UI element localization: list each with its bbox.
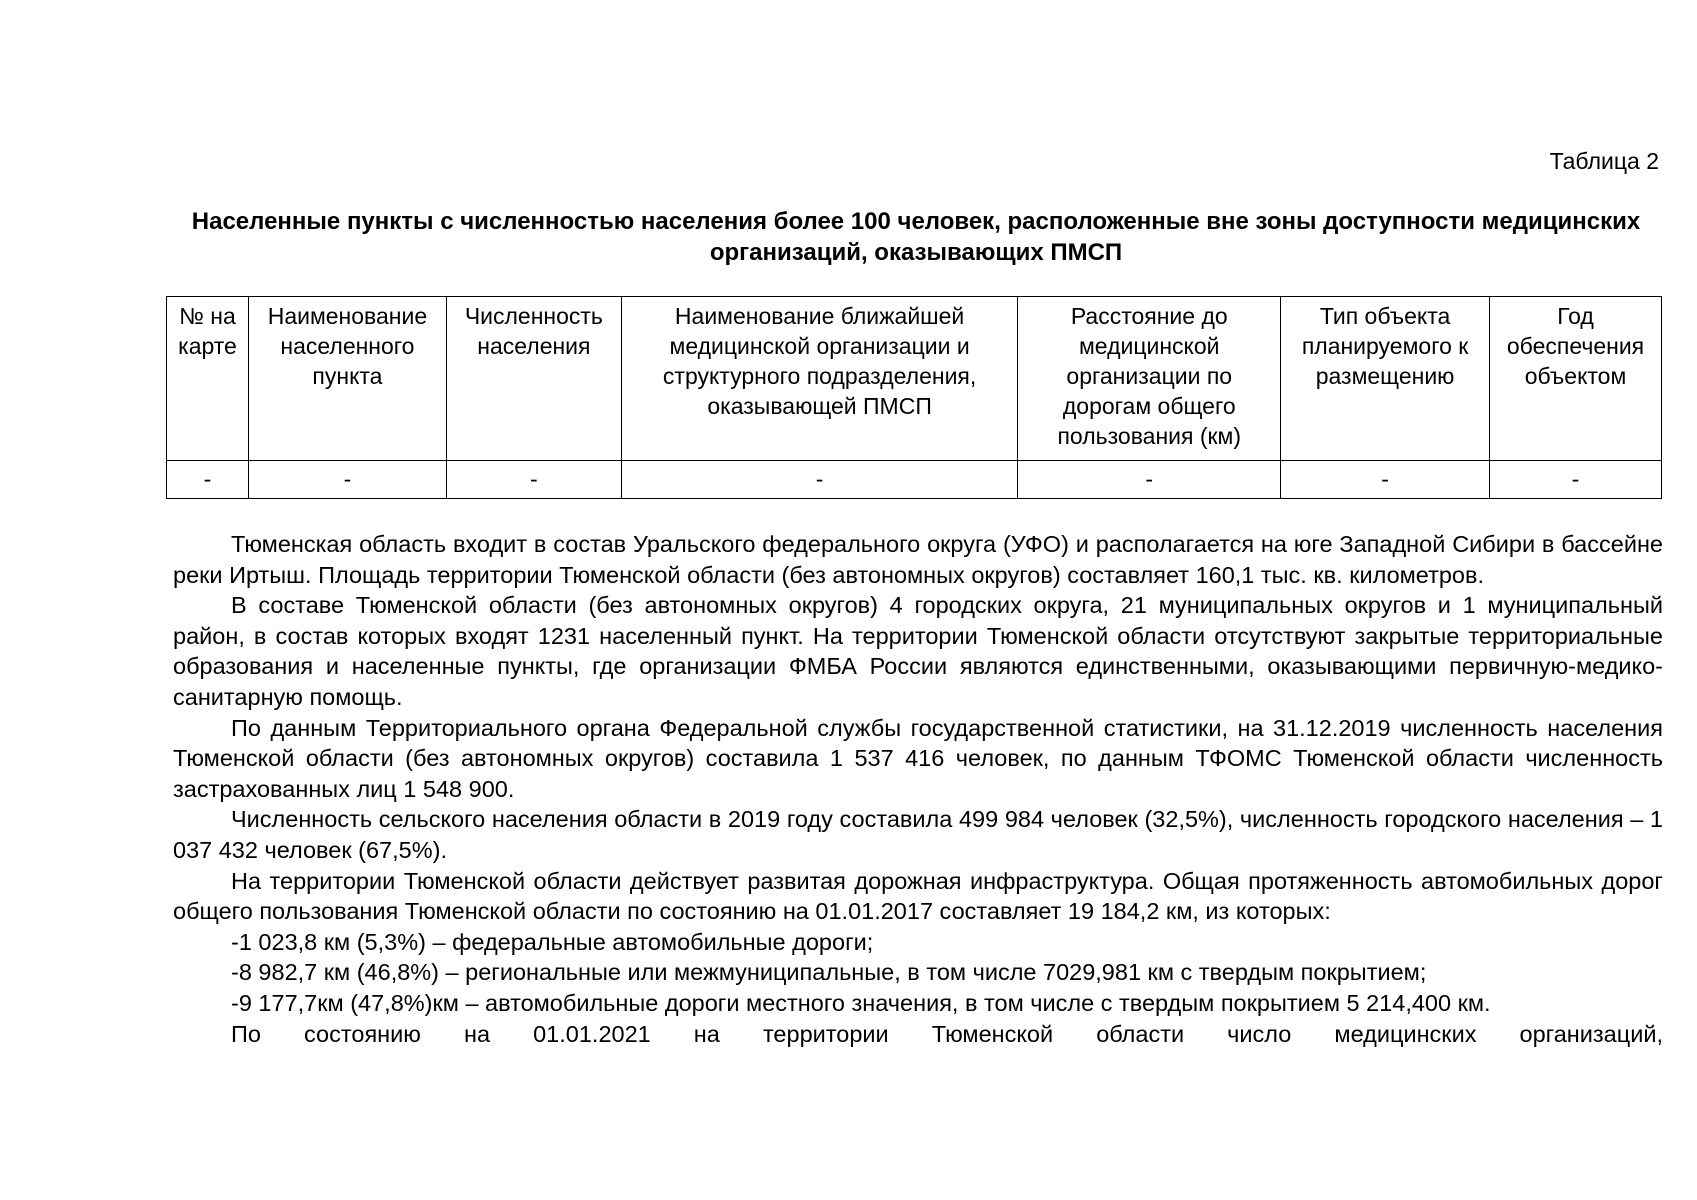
table-header-row [167,297,1662,461]
settlements-table [166,296,1662,499]
paragraph: Численность сельского населения области в 2019 году составила 499 984 человек (32,5%), численность городского населения – 1 037 432 человек (67,5%). [173,806,1663,863]
paragraph: По состоянию на 01.01.2021 на территории Тюменской области число медицинских организаций, [231,1020,1663,1047]
table-header-cell: № на карте [167,297,249,461]
table-row [167,461,1662,499]
table-cell: - [1281,461,1490,499]
table-header-cell: Наименование населенного пункта [248,297,446,461]
list-item: -9 177,7км (47,8%)км – автомобильные дороги местного значения, в том числе с твердым покрытием 5 214,400 км. [231,989,1491,1016]
table-label: Таблица 2 [1549,148,1659,174]
list-item: -8 982,7 км (46,8%) – региональные или межмуниципальные, в том числе 7029,981 км с твердым покрытием; [231,959,1427,986]
table-header-cell: Год обеспечения объектом [1490,297,1662,461]
paragraph: По данным Территориального органа Федеральной службы государственной статистики, на 31.12.2019 численность населения Тюменской области (без автономных округов) составила 1 537 416 человек, по данным ТФОМС Тюменской области численность застрахованных лиц 1 548 900. [173,714,1663,802]
table-header-cell: Численность населения [446,297,621,461]
table-header-cell: Расстояние до медицинской организации по дорогам общего пользования (км) [1018,297,1281,461]
table-header-cell: Тип объекта планируемого к размещению [1281,297,1490,461]
table-cell: - [446,461,621,499]
table-cell: - [167,461,249,499]
paragraph: Тюменская область входит в состав Уральского федерального округа (УФО) и располагается на юге Западной Сибири в бассейне реки Иртыш. Площадь территории Тюменской области (без автономных округов) составляет 160,1 тыс. кв. километров. [173,531,1663,588]
table-cell: - [621,461,1018,499]
table-cell: - [1490,461,1662,499]
table-cell: - [1018,461,1281,499]
table-title: Населенные пункты с численностью населения более 100 человек, расположенные вне зоны доступности медицинских организаций, оказывающих ПМСП [191,208,1641,266]
list-item: -1 023,8 км (5,3%) – федеральные автомобильные дороги; [231,928,874,955]
table-header-cell: Наименование ближайшей медицинской организации и структурного подразделения, оказывающей ПМСП [621,297,1018,461]
table-cell: - [248,461,446,499]
body-text [173,529,1663,1049]
paragraph: В составе Тюменской области (без автономных округов) 4 городских округа, 21 муниципальных округов и 1 муниципальный район, в состав которых входят 1231 населенный пункт. На территории Тюменской области отсутствуют закрытые территориальные образования и населенные пункты, где организации ФМБА России являются единственными, оказывающими первичную-медико-санитарную помощь. [173,592,1663,710]
paragraph: На территории Тюменской области действует развитая дорожная инфраструктура. Общая протяженность автомобильных дорог общего пользования Тюменской области по состоянию на 01.01.2017 составляет 19 184,2 км, из которых: [173,867,1663,925]
